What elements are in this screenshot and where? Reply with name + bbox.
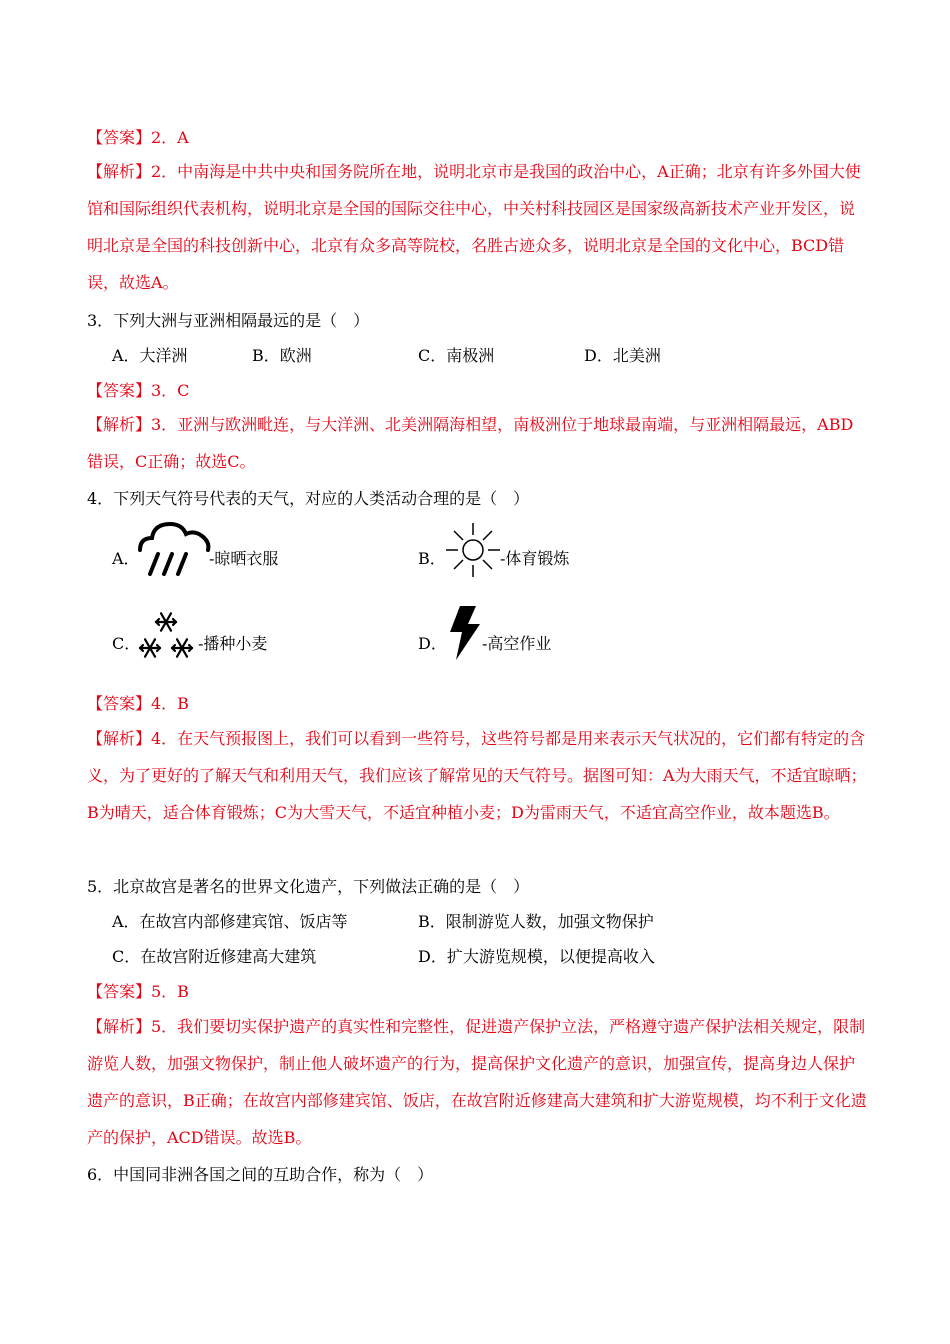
q4-option-d-text: -高空作业 <box>482 634 552 653</box>
q2-answer: 【答案】2．A <box>87 128 189 147</box>
q4-option-b-letter: B． <box>418 549 446 568</box>
q4-answer: 【答案】4．B <box>87 694 189 713</box>
q4-option-c-letter: C． <box>112 634 141 653</box>
q3-option-b: B．欧洲 <box>252 346 312 365</box>
thunder-icon <box>446 604 484 662</box>
q3-analysis: 【解析】3．亚洲与欧洲毗连，与大洋洲、北美洲隔海相望，南极洲位于地球最南端，与亚洲相隔最远，ABD错误，C正确；故选C。 <box>87 415 854 471</box>
q3-option-c: C．南极洲 <box>418 346 495 365</box>
q4-option-a-letter: A． <box>112 549 140 568</box>
q5-stem: 5．北京故宫是著名的世界文化遗产，下列做法正确的是（ ） <box>87 877 530 896</box>
q3-option-d: D．北美洲 <box>584 346 661 365</box>
q4-stem: 4．下列天气符号代表的天气，对应的人类活动合理的是（ ） <box>87 489 530 508</box>
q4-option-b-text: -体育锻炼 <box>500 549 570 568</box>
q4-option-a-text: -晾晒衣服 <box>209 549 279 568</box>
q5-answer: 【答案】5．B <box>87 982 189 1001</box>
heavy-snow-icon <box>136 608 202 664</box>
q5-option-a: A．在故宫内部修建宾馆、饭店等 <box>112 912 348 931</box>
q5-option-d: D．扩大游览规模，以便提高收入 <box>418 947 655 966</box>
q3-option-a: A．大洋洲 <box>112 346 188 365</box>
q5-option-b: B．限制游览人数，加强文物保护 <box>418 912 654 931</box>
q4-analysis: 【解析】4．在天气预报图上，我们可以看到一些符号，这些符号都是用来表示天气状况的，它们都有特定的含义，为了更好的了解天气和利用天气，我们应该了解常见的天气符号。据图可知：A为大雨天气，不适宜晾晒；B为晴天，适合体育锻炼；C为大雪天气，不适宜种植小麦；D为雷雨天气，不适宜高空作业，故本题选B。 <box>87 729 867 822</box>
q5-analysis: 【解析】5．我们要切实保护遗产的真实性和完整性，促进遗产保护立法，严格遵守遗产保护法相关规定，限制游览人数，加强文物保护，制止他人破坏遗产的行为，提高保护文化遗产的意识，加强宣传，提高身边人保护遗产的意识，B正确；在故宫内部修建宾馆、饭店，在故宫附近修建高大建筑和扩大游览规模，均不利于文化遗产的保护，ACD错误。故选B。 <box>87 1017 867 1147</box>
q5-option-c: C．在故宫附近修建高大建筑 <box>112 947 317 966</box>
q3-answer: 【答案】3．C <box>87 381 190 400</box>
q3-stem: 3．下列大洲与亚洲相隔最远的是（ ） <box>87 311 370 330</box>
q2-analysis: 【解析】2．中南海是中共中央和国务院所在地，说明北京市是我国的政治中心，A正确；北京有许多外国大使馆和国际组织代表机构，说明北京是全国的国际交往中心，中关村科技园区是国家级高新技术产业开发区，说明北京是全国的科技创新中心，北京有众多高等院校，名胜古迹众多，说明北京是全国的文化中心，BCD错误，故选A。 <box>87 162 861 292</box>
q6-stem: 6．中国同非洲各国之间的互助合作，称为（ ） <box>87 1165 434 1184</box>
q4-option-d-letter: D． <box>418 634 447 653</box>
q4-option-c-text: -播种小麦 <box>198 634 268 653</box>
heavy-rain-icon <box>136 518 212 578</box>
sunny-icon <box>444 521 502 579</box>
